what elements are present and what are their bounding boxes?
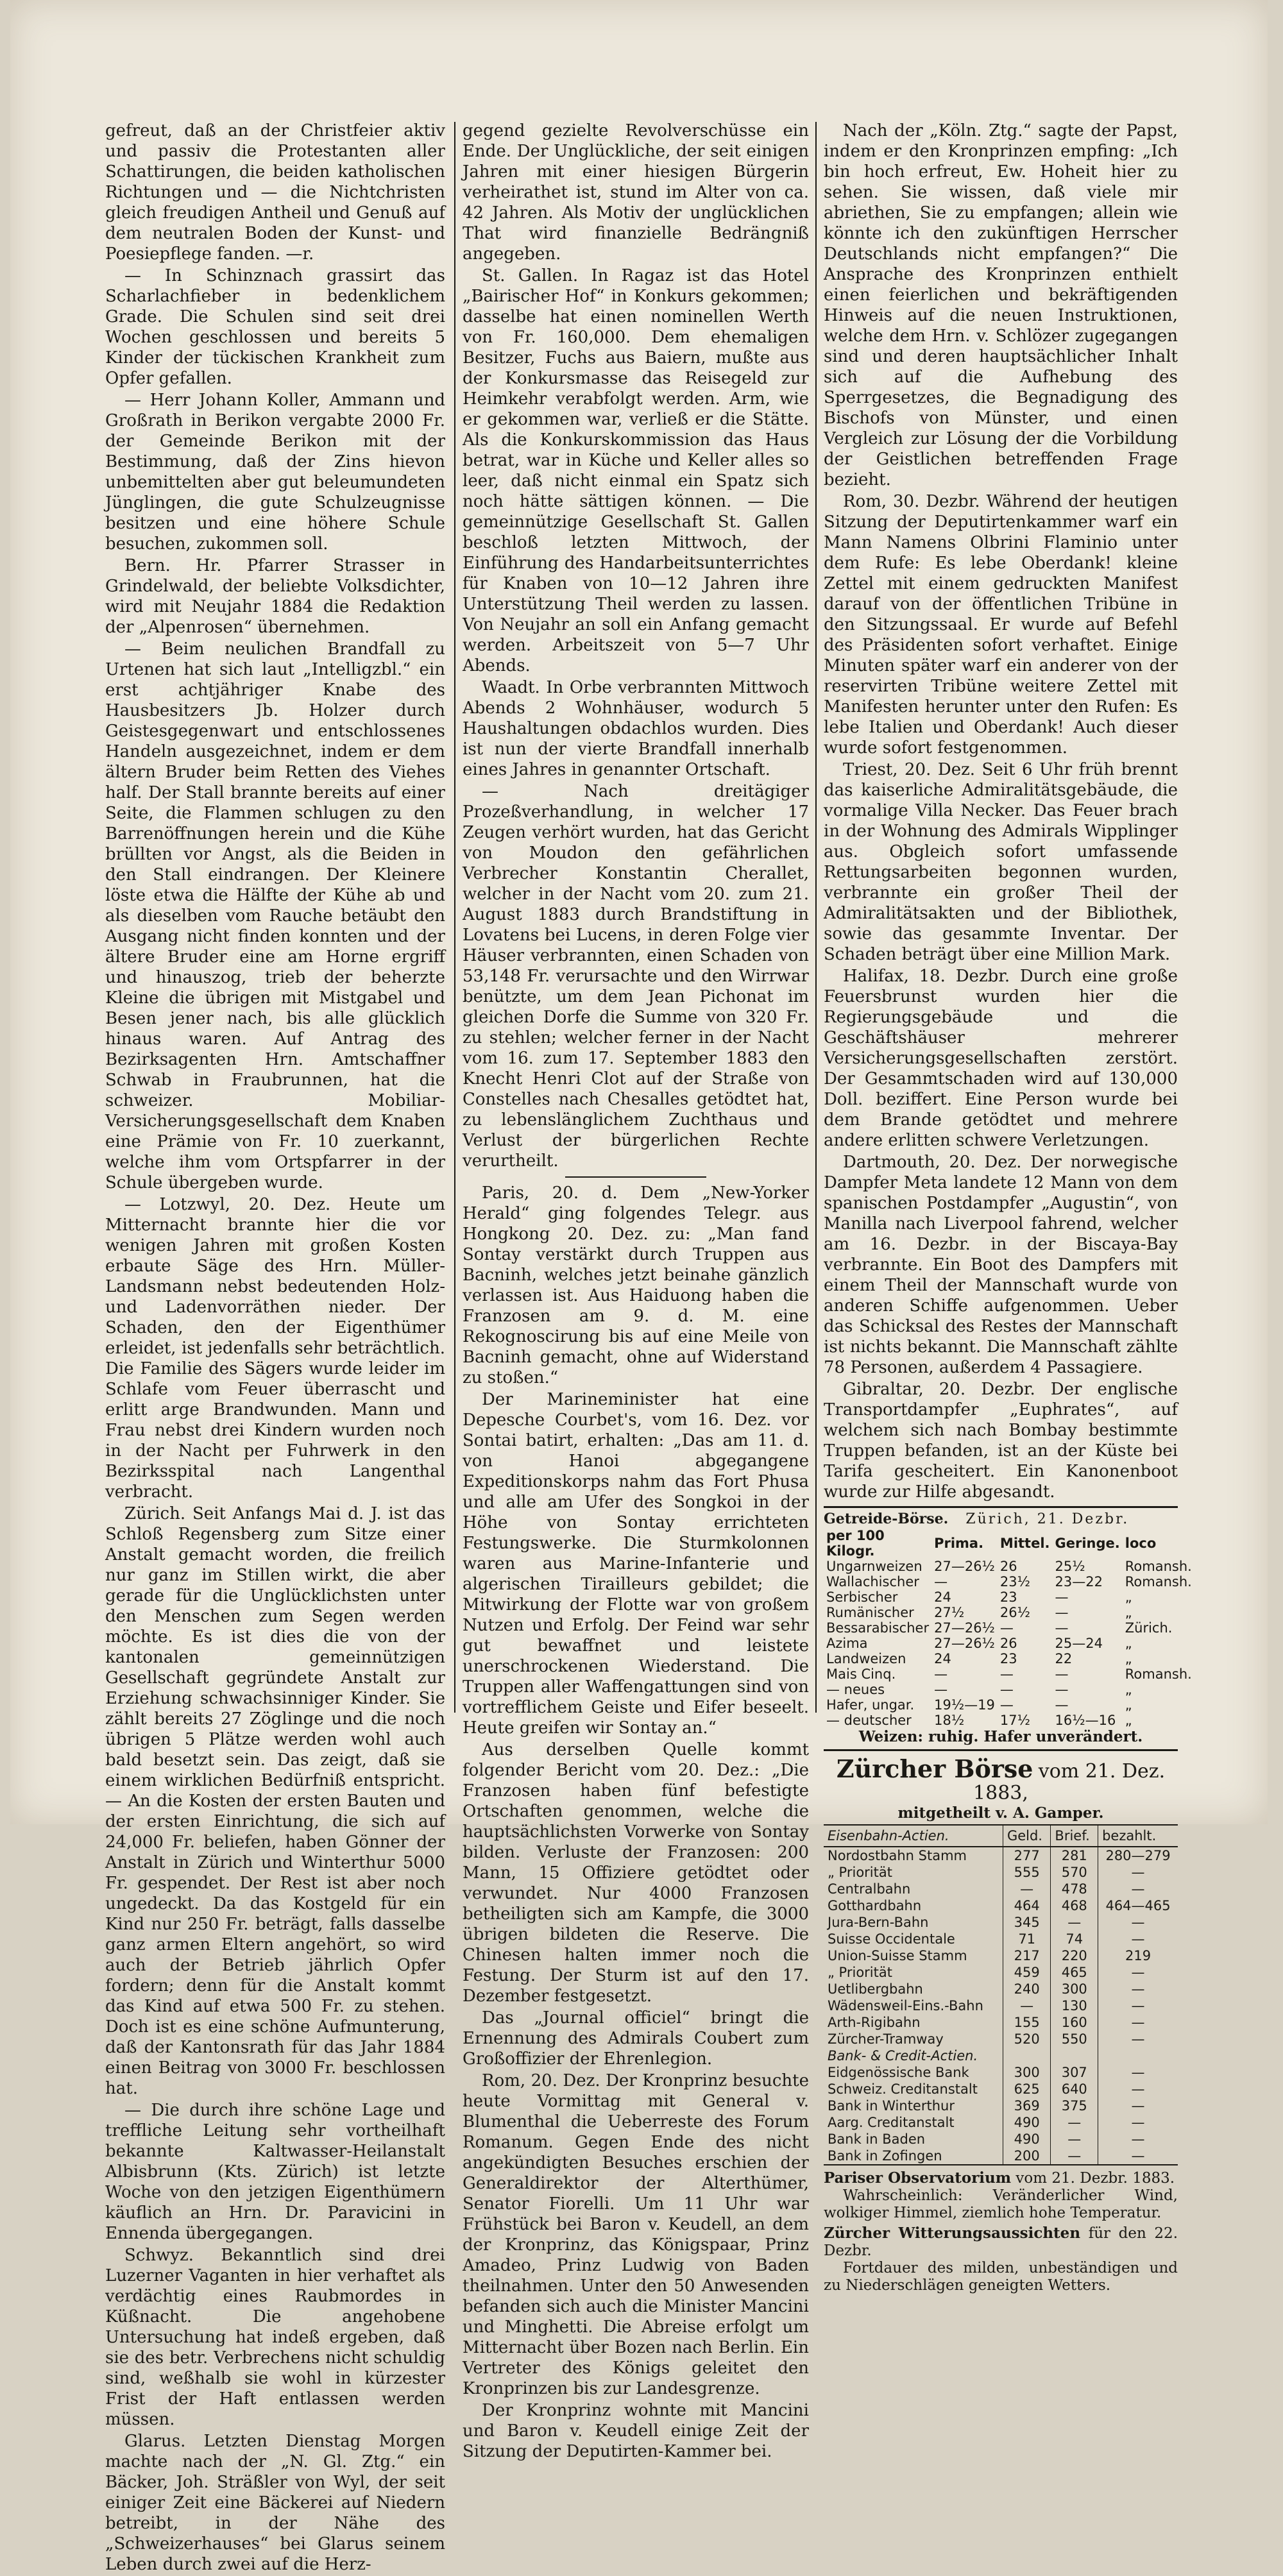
table-row bbox=[824, 1589, 1194, 1605]
table-cell: 640 bbox=[1051, 2081, 1098, 2097]
table-cell: „ bbox=[1125, 1697, 1132, 1713]
table-cell: — bbox=[934, 1666, 948, 1682]
table-cell: Bank in Winterthur bbox=[828, 2098, 955, 2114]
bank-table-body bbox=[824, 2064, 1178, 2165]
table-row bbox=[824, 2031, 1178, 2047]
table-cell: Nordostbahn Stamm bbox=[828, 1848, 967, 1863]
table-cell: 465 bbox=[1051, 1964, 1098, 1981]
table-cell: — bbox=[1098, 2081, 1178, 2097]
article-paragraph: — Beim neulichen Brandfall zu Urtenen hat sich laut „Intelligzbl.“ ein erst achtjähriger Knabe des Hausbesitzers Jb. Holzer durch Geistesgegenwart und entschlossenes Handeln ausgezeichnet, indem er dem ältern Bruder beim Retten des Viehes half. Der Stall brannte bereits auf einer Seite, die Flammen schlugen zu den Barrenöffnungen herein und die Kühe brüllten vor Angst, als die Beiden in den Stall eindrangen. Der Kleinere löste etwa die Hälfte der Kühe ab und als dieselben vom Rauche betäubt den Ausgang nicht finden konnten und der ältere Bruder eine am Horne ergriff und hinauszog, trieb der beherzte Kleine die übrigen mit Mistgabel und Besen jener nach, bis alle glücklich hinaus waren. Auf Antrag des Bezirksagenten Hrn. Amtschaffner Schwab in Fraubrunnen, hat die schweizer. Mobiliar-Versicherungsgesellschaft dem Knaben eine Prämie von Fr. 10 zuerkannt, welche ihm vom Ortspfarrer in der Schule übergeben wurde. bbox=[105, 640, 445, 1192]
table-cell: Eidgenössische Bank bbox=[828, 2065, 969, 2080]
table-cell: Romansh. bbox=[1125, 1666, 1192, 1682]
zurich-stock-exchange bbox=[824, 1755, 1178, 2165]
table-row bbox=[824, 2097, 1178, 2114]
table-cell: 281 bbox=[1051, 1847, 1098, 1864]
table-row bbox=[824, 2131, 1178, 2148]
table-cell: 550 bbox=[1051, 2031, 1098, 2047]
table-cell: — bbox=[999, 1682, 1014, 1697]
table-row bbox=[824, 1697, 1194, 1713]
table-row bbox=[824, 2148, 1178, 2165]
table-cell: — bbox=[999, 1620, 1014, 1636]
table-row bbox=[824, 2081, 1178, 2097]
table-row bbox=[824, 1666, 1194, 1682]
table-header: Eisenbahn-Actien. bbox=[824, 1825, 1003, 1847]
article-paragraph: Aus derselben Quelle kommt folgender Bericht vom 20. Dez.: „Die Franzosen haben fünf befestigte Ortschaften genommen, welche die hauptsächlichsten Vorwerke von Sontay bilden. Verluste der Franzosen: 200 Mann, 15 Offiziere getödtet oder verwundet. Nur 4000 Franzosen betheiligten sich am Kampfe, die 3000 übrigen bildeten die Reserve. Die Chinesen halten immer noch die Festung. Der Sturm ist auf den 17. Dezember festgesetzt. bbox=[463, 1740, 809, 2006]
section-divider bbox=[565, 1176, 706, 1178]
grain-exchange-date: Zürich, 21. Dezbr. bbox=[965, 1511, 1130, 1527]
table-cell: — bbox=[1055, 1620, 1069, 1636]
table-cell: Landweizen bbox=[826, 1651, 906, 1666]
article-paragraph: — Nach dreitägiger Prozeßverhandlung, in welcher 17 Zeugen verhört wurden, hat das Gericht von Moudon den gefährlichen Verbrecher Konstantin Cherallet, welcher in der Nacht vom 20. zum 21. August 1883 durch Brandstiftung in Lovatens bei Lucens, in deren Folge vier Häuser verbrannten, einen Schaden von 53,148 Fr. verursachte und den Wirrwar benützte, um dem Jean Pichonat im gleichen Dorfe die Summe von 320 Fr. zu stehlen; welcher ferner in der Nacht vom 16. zum 17. September 1883 den Knecht Henri Clot auf der Straße von Constelles nach Chesalles getödtet hat, zu lebenslänglichem Zuchthaus und Verlust der bürgerlichen Rechte verurtheilt. bbox=[463, 782, 809, 1171]
table-cell: 219 bbox=[1098, 1947, 1178, 1964]
table-row bbox=[824, 1981, 1178, 1997]
table-cell: Zürcher-Tramway bbox=[828, 2031, 944, 2047]
table-row bbox=[824, 1620, 1194, 1636]
table-cell: Jura-Bern-Bahn bbox=[828, 1915, 929, 1930]
article-paragraph: gegend gezielte Revolverschüsse ein Ende. Der Unglückliche, der seit einigen Jahren mit einer hiesigen Bürgerin verheirathet ist, stund im Alter von ca. 42 Jahren. Als Motiv der unglücklichen That wird finanzielle Bedrängniß angegeben. bbox=[463, 121, 809, 264]
table-cell: Bessarabischer bbox=[826, 1620, 930, 1636]
table-cell: „ bbox=[1125, 1682, 1132, 1697]
table-cell: Bank in Zofingen bbox=[828, 2148, 942, 2164]
table-cell: Azima bbox=[826, 1636, 868, 1651]
table-header: Geld. bbox=[1003, 1825, 1050, 1847]
article-paragraph: Waadt. In Orbe verbrannten Mittwoch Abends 2 Wohnhäuser, wodurch 5 Haushaltungen obdachlos wurden. Dies ist nun der vierte Brandfall innerhalb eines Jahres in genannter Ortschaft. bbox=[463, 678, 809, 779]
table-cell: 375 bbox=[1051, 2097, 1098, 2114]
table-cell: 369 bbox=[1003, 2097, 1050, 2114]
table-cell: „ bbox=[1125, 1651, 1132, 1666]
table-cell: 280—279 bbox=[1098, 1847, 1178, 1864]
table-cell: 27½ bbox=[934, 1605, 965, 1620]
table-cell: 27—26½ bbox=[934, 1559, 995, 1574]
article-paragraph: Das „Journal officiel“ bringt die Ernennung des Admirals Coubert zum Großoffizier der Ehrenlegion. bbox=[463, 2008, 809, 2069]
article-paragraph: Paris, 20. d. Dem „New-Yorker Herald“ ging folgendes Telegr. aus Hongkong 20. Dez. zu: „Man fand Sontay verstärkt durch Truppen aus Bacninh, welches jetzt beinahe gänzlich verlassen ist. Aus Haiduong haben die Franzosen am 9. d. M. eine Rekognoscirung bis auf eine Meile von Bacninh gemacht, ohne auf Widerstand zu stoßen.“ bbox=[463, 1183, 809, 1387]
table-cell: 18½ bbox=[934, 1713, 965, 1728]
article-paragraph: Rom, 30. Dezbr. Während der heutigen Sitzung der Deputirtenkammer warf ein Mann Namens Olbrini Flaminio unter dem Rufe: Es lebe Oberdank! kleine Zettel mit einem gedruckten Manifest darauf von der öffentlichen Tribüne in den Sitzungssaal. Er wurde auf Befehl des Präsidenten sofort verhaftet. Einige Minuten später warf ein anderer von der reservirten Tribüne weitere Zettel mit Manifesten herunter unter den Rufen: Es lebe Italien und Oberdank! Auch dieser wurde sofort festgenommen. bbox=[824, 492, 1178, 758]
table-cell: 307 bbox=[1051, 2064, 1098, 2081]
article-paragraph: Der Marineminister hat eine Depesche Courbet's, vom 16. Dez. vor Sontai batirt, erhalten: „Das am 11. d. von Hanoi abgegangene Expeditionskorps nahm das Fort Phusa und alle am Ufer des Songkoi in der Höhe von Sontay errichteten Festungswerke. Die Sturmkolonnen waren aus Marine-Infanterie und algerischen Tirailleurs gebildet; die Mitwirkung der Flotte war von großem Nutzen und Erfolg. Der Feind war sehr gut bewaffnet und leistete unerschrockenen Wiederstand. Die Truppen aller Waffengattungen sind von vortrefflichem Geiste und Eifer beseelt. Heute greifen wir Sontay an.“ bbox=[463, 1390, 809, 1738]
article-paragraph: Triest, 20. Dez. Seit 6 Uhr früh brennt das kaiserliche Admiralitätsgebäude, die vormalige Villa Necker. Das Feuer brach in der Wohnung des Admirals Wipplinger aus. Obgleich sofort umfassende Rettungsarbeiten begonnen wurden, verbrannte ein großer Theil der Admiralitätsakten und der Bibliothek, sowie das gesammte Inventar. Der Schaden beträgt über eine Million Mark. bbox=[824, 760, 1178, 964]
table-cell: 23 bbox=[999, 1589, 1017, 1605]
table-header: bezahlt. bbox=[1098, 1825, 1178, 1847]
table-cell: — bbox=[1051, 2131, 1098, 2148]
table-header: Geringe. bbox=[1055, 1536, 1120, 1551]
article-paragraph: — Herr Johann Koller, Ammann und Großrath in Berikon vergabte 2000 Fr. der Gemeinde Berikon mit der Bestimmung, daß der Zins hievon unbemittelten aber gut beleumundeten Jünglingen, die gute Schulzeugnisse besitzen und eine höhere Schule besuchen, zukommen soll. bbox=[105, 391, 445, 554]
stock-exchange-attribution: mitgetheilt v. A. Gamper. bbox=[897, 1804, 1104, 1822]
table-row bbox=[824, 2114, 1178, 2131]
table-cell: — deutscher bbox=[826, 1713, 912, 1728]
table-cell: Schweiz. Creditanstalt bbox=[828, 2081, 978, 2097]
table-cell: Hafer, ungar. bbox=[826, 1697, 915, 1713]
table-row bbox=[824, 1931, 1178, 1947]
table-header: loco bbox=[1125, 1536, 1157, 1551]
table-cell: 130 bbox=[1051, 1997, 1098, 2014]
table-cell: 25½ bbox=[1055, 1559, 1085, 1574]
table-row bbox=[824, 1847, 1178, 1864]
column-1 bbox=[105, 121, 445, 2576]
table-cell: 23—22 bbox=[1055, 1574, 1103, 1589]
table-cell: 25—24 bbox=[1055, 1636, 1103, 1651]
market-divider bbox=[824, 1506, 1178, 1508]
article-paragraph: Zürich. Seit Anfangs Mai d. J. ist das Schloß Regensberg zum Sitze einer Anstalt gemacht worden, die freilich nur ganz im Stillen wirkt, die aber gerade für die Unglücklichsten unter den Menschen zum Segen werden möchte. Es ist dies die von der kantonalen gemeinnützigen Gesellschaft gegründete Anstalt zur Erziehung schwachsinniger Kinder. Sie zählt bereits 27 Zöglinge und die noch übrigen 5 Plätze werden wohl auch bald besetzt sein. Das zeigt, daß sie einem wirklichen Bedürfniß entspricht. — An die Kosten der ersten Bauten und der ersten Einrichtung, die sich auf 24,000 Fr. beliefen, haben Gönner der Anstalt in Zürich und Winterthur 5000 Fr. gespendet. Der Rest ist aber noch ungedeckt. Da das Kostgeld für ein Kind nur 250 Fr. beträgt, falls dasselbe ganz armen Eltern angehört, so wird auch der Betrieb jährlich Opfer fordern; denn für die Anstalt kommt das Kind auf etwa 500 Fr. zu stehen. Doch ist es eine schöne Aufmunterung, daß der Kantonsrath für das Jahr 1884 einen Beitrag von 3000 Fr. beschlossen hat. bbox=[105, 1504, 445, 2098]
table-cell: 300 bbox=[1051, 1981, 1098, 1997]
table-cell: 555 bbox=[1003, 1864, 1050, 1881]
observatory-title: Pariser Observatorium bbox=[824, 2169, 1012, 2187]
table-cell: 155 bbox=[1003, 2014, 1050, 2031]
table-cell: 468 bbox=[1051, 1897, 1098, 1914]
weather-forecast bbox=[824, 2224, 1178, 2294]
table-cell: 26 bbox=[999, 1559, 1017, 1574]
table-row bbox=[824, 1605, 1194, 1620]
grain-footer: Weizen: ruhig. Hafer unverändert. bbox=[858, 1728, 1143, 1745]
table-cell: Bank in Baden bbox=[828, 2131, 926, 2147]
table-cell: 26 bbox=[999, 1636, 1017, 1651]
article-paragraph: Der Kronprinz wohnte mit Mancini und Baron v. Keudell einige Zeit der Sitzung der Deputirten-Kammer bei. bbox=[463, 2401, 809, 2461]
grain-exchange bbox=[824, 1511, 1192, 1745]
table-cell: Romansh. bbox=[1125, 1574, 1192, 1589]
table-cell: — bbox=[1003, 1881, 1050, 1897]
table-cell: — neues bbox=[826, 1682, 885, 1697]
table-cell: — bbox=[1051, 2148, 1098, 2165]
forecast-text: Fortdauer des milden, unbeständigen und zu Niederschlägen geneigten Wetters. bbox=[824, 2260, 1178, 2294]
table-cell: — bbox=[1098, 1981, 1178, 1997]
table-cell: 300 bbox=[1003, 2064, 1050, 2081]
table-cell: Union-Suisse Stamm bbox=[828, 1948, 967, 1963]
table-cell: — bbox=[1003, 1997, 1050, 2014]
table-cell: — bbox=[1055, 1666, 1069, 1682]
article-paragraph: Bern. Hr. Pfarrer Strasser in Grindelwald, der beliebte Volksdichter, wird mit Neujahr 1884 die Redaktion der „Alpenrosen“ übernehmen. bbox=[105, 556, 445, 637]
market-divider bbox=[824, 1749, 1178, 1751]
column-rule-right bbox=[815, 122, 817, 1713]
table-header: per 100 Kilogr. bbox=[826, 1528, 885, 1559]
observatory-text: Wahrscheinlich: Veränderlicher Wind, wolkiger Himmel, ziemlich hohe Temperatur. bbox=[824, 2187, 1178, 2221]
table-cell: Mais Cinq. bbox=[826, 1666, 896, 1682]
table-row bbox=[824, 1881, 1178, 1897]
table-cell: — bbox=[1098, 1914, 1178, 1931]
table-row bbox=[824, 1897, 1178, 1914]
grain-price-table bbox=[824, 1528, 1194, 1728]
table-cell: 74 bbox=[1051, 1931, 1098, 1947]
table-cell: 459 bbox=[1003, 1964, 1050, 1981]
table-cell: — bbox=[1098, 1964, 1178, 1981]
table-row bbox=[824, 1914, 1178, 1931]
table-cell: Aarg. Creditanstalt bbox=[828, 2115, 955, 2130]
table-row bbox=[824, 1682, 1194, 1697]
table-cell: Uetlibergbahn bbox=[828, 1981, 923, 1997]
table-row bbox=[824, 1651, 1194, 1666]
table-cell: „ bbox=[1125, 1589, 1132, 1605]
grain-table-body bbox=[824, 1559, 1194, 1728]
stock-exchange-title: Zürcher Börse bbox=[836, 1754, 1033, 1783]
table-cell: 464 bbox=[1003, 1897, 1050, 1914]
table-cell: 217 bbox=[1003, 1947, 1050, 1964]
stock-price-table bbox=[824, 1824, 1178, 2165]
table-cell: — bbox=[1098, 2064, 1178, 2081]
table-cell: 160 bbox=[1051, 2014, 1098, 2031]
weather-observatory bbox=[824, 2169, 1178, 2222]
table-cell: 24 bbox=[934, 1589, 951, 1605]
table-cell: 26½ bbox=[999, 1605, 1030, 1620]
stock-table-body bbox=[824, 1847, 1178, 2047]
table-cell: — bbox=[999, 1697, 1014, 1713]
table-row bbox=[824, 1713, 1194, 1728]
article-paragraph: Dartmouth, 20. Dez. Der norwegische Dampfer Meta landete 12 Mann von dem spanischen Postdampfer „Augustin“, von Manilla nach Liverpool fahrend, welcher am 16. Dezbr. in der Biscaya-Bay verbrannte. Ein Boot des Dampfers mit einem Theil der Mannschaft wurde von anderen Schiffe aufgenommen. Ueber das Schicksal des Restes der Mannschaft ist nichts bekannt. Die Mannschaft zählte 78 Personen, außerdem 4 Passagiere. bbox=[824, 1153, 1178, 1377]
table-row bbox=[824, 2064, 1178, 2081]
table-cell: Serbischer bbox=[826, 1589, 898, 1605]
stock-exchange-date: vom 21. Dez. 1883, bbox=[973, 1760, 1166, 1804]
table-cell: — bbox=[1098, 2031, 1178, 2047]
table-cell: 220 bbox=[1051, 1947, 1098, 1964]
forecast-date: für den 22. Dezbr. bbox=[824, 2225, 1178, 2259]
table-cell: 345 bbox=[1003, 1914, 1050, 1931]
table-cell: — bbox=[1098, 1864, 1178, 1881]
table-cell: Wallachischer bbox=[826, 1574, 919, 1589]
grain-exchange-title: Getreide-Börse. bbox=[824, 1511, 949, 1527]
table-cell: 240 bbox=[1003, 1981, 1050, 1997]
table-row bbox=[824, 1947, 1178, 1964]
table-header: Brief. bbox=[1051, 1825, 1098, 1847]
table-cell: „ Priorität bbox=[828, 1865, 892, 1880]
table-cell: — bbox=[1098, 1997, 1178, 2014]
table-cell: Rumänischer bbox=[826, 1605, 914, 1620]
table-cell: 520 bbox=[1003, 2031, 1050, 2047]
table-row bbox=[824, 1636, 1194, 1651]
article-paragraph: Glarus. Letzten Dienstag Morgen machte nach der „N. Gl. Ztg.“ ein Bäcker, Joh. Sträßler von Wyl, der seit einiger Zeit eine Bäckerei auf Niedern betreibt, in der Nähe des „Schweizerhauses“ bei Glarus seinem Leben durch zwei auf die Herz- bbox=[105, 2432, 445, 2574]
table-cell: — bbox=[934, 1682, 948, 1697]
article-paragraph: Schwyz. Bekanntlich sind drei Luzerner Vaganten in hier verhaftet als verdächtig eines Raubmordes in Küßnacht. Die angehobene Untersuchung hat indeß ergeben, daß sie des betr. Verbrechens nicht schuldig sind, weßhalb sie wohl in kürzester Frist der Haft entlassen werden müssen. bbox=[105, 2246, 445, 2429]
table-cell: Gotthardbahn bbox=[828, 1898, 922, 1913]
table-cell: 490 bbox=[1003, 2131, 1050, 2148]
table-cell: Suisse Occidentale bbox=[828, 1931, 955, 1947]
table-cell: 23½ bbox=[999, 1574, 1030, 1589]
table-cell: 625 bbox=[1003, 2081, 1050, 2097]
table-row bbox=[824, 1559, 1194, 1574]
table-cell: — bbox=[1098, 1931, 1178, 1947]
observatory-date: vom 21. Dezbr. 1883. bbox=[1015, 2170, 1175, 2187]
table-cell: 27—26½ bbox=[934, 1636, 995, 1651]
table-cell: 27—26½ bbox=[934, 1620, 995, 1636]
table-cell: 17½ bbox=[999, 1713, 1030, 1728]
table-cell: „ bbox=[1125, 1636, 1132, 1651]
table-row bbox=[824, 1864, 1178, 1881]
table-cell: 464—465 bbox=[1098, 1897, 1178, 1914]
table-cell: — bbox=[1055, 1697, 1069, 1713]
table-row bbox=[824, 1964, 1178, 1981]
table-header: Mittel. bbox=[999, 1536, 1050, 1551]
article-paragraph: gefreut, daß an der Christfeier aktiv und passiv die Protestanten aller Schattirungen, die beiden katholischen Richtungen und — die Nichtchristen gleich freudigen Antheil und Genuß auf dem neutralen Boden der Kunst- und Poesiepflege fanden. —r. bbox=[105, 121, 445, 264]
table-cell: — bbox=[1055, 1589, 1069, 1605]
article-paragraph: Nach der „Köln. Ztg.“ sagte der Papst, indem er den Kronprinzen empfing: „Ich bin hoch erfreut, Ew. Hoheit hier zu sehen. Sie wissen, daß viele mir abriethen, Sie zu empfangen; allein wie könnte ich den zukünftigen Herrscher Deutschlands nicht empfangen?“ Die Ansprache des Kronprinzen enthielt einen feierlichen und bekräftigenden Hinweis auf die neuen Instruktionen, welche dem Hrn. v. Schlözer zugegangen sind und deren hauptsächlicher Inhalt sich auf die Aufhebung des Sperrgesetzes, die Begnadigung des Bischofs von Münster, und einen Vergleich zur Lösung der die Vorbildung der Geistlichen betreffenden Frage bezieht. bbox=[824, 121, 1178, 489]
table-row bbox=[824, 1574, 1194, 1589]
article-paragraph: Gibraltar, 20. Dezbr. Der englische Transportdampfer „Euphrates“, auf welchem sich nach Bombay bestimmte Truppen befanden, ist an der Küste bei Tarifa gescheitert. Ein Kanonenboot wurde zur Hilfe abgesandt. bbox=[824, 1380, 1178, 1502]
table-cell: 570 bbox=[1051, 1864, 1098, 1881]
table-cell: 16½—16 bbox=[1055, 1713, 1116, 1728]
table-cell: 71 bbox=[1003, 1931, 1050, 1947]
table-cell: „ Priorität bbox=[828, 1965, 892, 1980]
table-cell: Zürich. bbox=[1125, 1620, 1173, 1636]
newspaper-page bbox=[10, 0, 1268, 2574]
table-cell: — bbox=[1098, 2097, 1178, 2114]
table-header: Prima. bbox=[934, 1536, 984, 1551]
table-row bbox=[824, 1997, 1178, 2014]
forecast-title: Zürcher Witterungsaussichten bbox=[824, 2224, 1081, 2242]
table-cell: 490 bbox=[1003, 2114, 1050, 2131]
table-cell: Wädensweil-Eins.-Bahn bbox=[828, 1998, 983, 2013]
table-cell: — bbox=[1098, 2131, 1178, 2148]
table-cell: Ungarnweizen bbox=[826, 1559, 922, 1574]
table-cell: 24 bbox=[934, 1651, 951, 1666]
table-section-label: Bank- & Credit-Actien. bbox=[828, 2048, 978, 2063]
column-3 bbox=[824, 121, 1192, 2294]
table-cell: 200 bbox=[1003, 2148, 1050, 2165]
table-cell: 19½—19 bbox=[934, 1697, 995, 1713]
article-paragraph: Rom, 20. Dez. Der Kronprinz besuchte heute Vormittag mit General v. Blumenthal die Ueberreste des Forum Romanum. Gegen Ende des nicht angekündigten Besuches erschien der Generaldirektor der Alterthümer, Senator Fiorelli. Um 11 Uhr war Frühstück bei Baron v. Keudell, an dem der Kronprinz, das Königspaar, Prinz Amadeo, Prinz Ludwig von Baden theilnahmen. Unter den 50 Anwesenden befanden sich auch die Minister Mancini und Minghetti. Die Abreise erfolgt um Mitternacht über Bozen nach Berlin. Ein Vertreter des Königs geleitet den Kronprinzen bis zur Landesgrenze. bbox=[463, 2071, 809, 2398]
table-cell: „ bbox=[1125, 1713, 1132, 1728]
table-cell: — bbox=[934, 1574, 948, 1589]
column-2 bbox=[463, 121, 809, 2463]
table-cell: 22 bbox=[1055, 1651, 1073, 1666]
table-cell: 277 bbox=[1003, 1847, 1050, 1864]
table-row bbox=[824, 2014, 1178, 2031]
column-rule-left bbox=[454, 122, 455, 1713]
article-paragraph: St. Gallen. In Ragaz ist das Hotel „Bairischer Hof“ in Konkurs gekommen; dasselbe hat einen nominellen Werth von Fr. 160,000. Dem ehemaligen Besitzer, Fuchs aus Baiern, mußte aus der Konkursmasse das Reisegeld zur Heimkehr verabfolgt werden. Arm, wie er gekommen war, verließ er die Stätte. Als die Konkurskommission das Haus betrat, war in Küche und Keller alles so leer, daß nicht einmal ein Spatz sich noch hätte sättigen können. — Die gemeinnützige Gesellschaft St. Gallen beschloß letzten Mittwoch, der Einführung des Handarbeitsunterrichtes für Knaben von 10—12 Jahren ihre Unterstützung Theil werden zu lassen. Von Neujahr an soll ein Anfang gemacht werden. Arbeitszeit von 5—7 Uhr Abends. bbox=[463, 266, 809, 675]
article-paragraph: — Die durch ihre schöne Lage und treffliche Leitung sehr vortheilhaft bekannte Kaltwasser-Heilanstalt Albisbrunn (Kts. Zürich) ist letzte Woche von den jetzigen Eigenthümern käuflich an Hrn. Dr. Paravicini in Ennenda übergegangen. bbox=[105, 2101, 445, 2243]
table-cell: Centralbahn bbox=[828, 1881, 911, 1897]
table-cell: — bbox=[1055, 1605, 1069, 1620]
table-cell: — bbox=[1098, 1881, 1178, 1897]
article-paragraph: — In Schinznach grassirt das Scharlachfieber in bedenklichem Grade. Die Schulen sind seit drei Wochen geschlossen und bereits 5 Kinder der tückischen Krankheit zum Opfer gefallen. bbox=[105, 266, 445, 388]
table-cell: — bbox=[1055, 1682, 1069, 1697]
table-cell: — bbox=[1098, 2014, 1178, 2031]
table-cell: — bbox=[1098, 2148, 1178, 2165]
table-cell: — bbox=[1051, 2114, 1098, 2131]
table-cell: 478 bbox=[1051, 1881, 1098, 1897]
table-cell: Arth-Rigibahn bbox=[828, 2015, 921, 2030]
table-cell: — bbox=[1051, 1914, 1098, 1931]
article-paragraph: Halifax, 18. Dezbr. Durch eine große Feuersbrunst wurden hier die Regierungsgebäude und die Geschäftshäuser mehrerer Versicherungsgesellschaften zerstört. Der Gesammtschaden wird auf 130,000 Doll. beziffert. Eine Person wurde bei dem Brande getödtet und mehrere andere erlitten schwere Verletzungen. bbox=[824, 967, 1178, 1150]
table-cell: — bbox=[999, 1666, 1014, 1682]
table-cell: „ bbox=[1125, 1605, 1132, 1620]
table-cell: 23 bbox=[999, 1651, 1017, 1666]
table-cell: — bbox=[1098, 2114, 1178, 2131]
article-paragraph: — Lotzwyl, 20. Dez. Heute um Mitternacht brannte hier die vor wenigen Jahren mit großen Kosten erbaute Säge des Hrn. Müller-Landsmann nebst bedeutenden Holz- und Ladenvorräthen nieder. Der Schaden, den der Eigenthümer erleidet, ist jedenfalls sehr beträchtlich. Die Familie des Sägers wurde leider im Schlafe vom Feuer überrascht und erlitt arge Brandwunden. Mann und Frau nebst drei Kindern wurden noch in der Nacht per Fuhrwerk in den Bezirksspital nach Langenthal verbracht. bbox=[105, 1195, 445, 1502]
table-cell: Romansh. bbox=[1125, 1559, 1192, 1574]
